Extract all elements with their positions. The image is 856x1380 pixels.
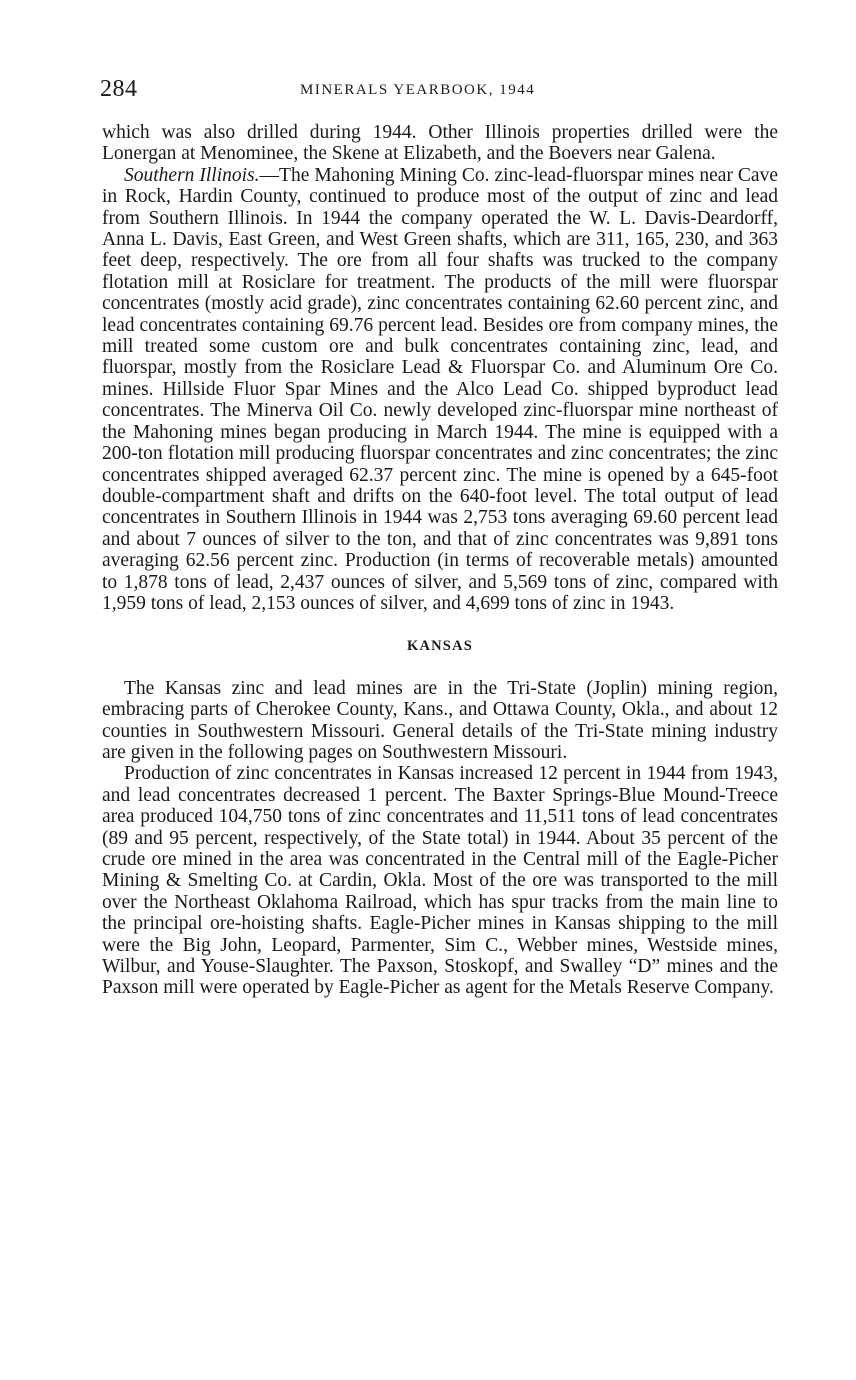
page-header (100, 76, 780, 106)
paragraph-kansas-production: Production of zinc concentrates in Kansas increased 12 percent in 1944 from 1943, and lead concentrates decreased 1 percent. The Baxter Springs-Blue Mound-Treece area produced 104,750 tons of zinc concentrates and 11,511 tons of lead concentrates (89 and 95 percent, respectively, of the State total) in 1944. About 35 percent of the crude ore mined in the area was concentrated in the Central mill of the Eagle-Picher Mining & Smelting Co. at Cardin, Okla. Most of the ore was transported to the mill over the Northeast Oklahoma Railroad, which has spur tracks from the main line to the principal ore-hoisting shafts. Eagle-Picher mines in Kansas shipping to the mill were the Big John, Leopard, Parmenter, Sim C., Webber mines, Westside mines, Wilbur, and Youse-Slaughter. The Paxson, Stoskopf, and Swalley “D” mines and the Paxson mill were operated by Eagle-Picher as agent for the Metals Reserve Company. (102, 763, 778, 999)
paragraph-southern-illinois (102, 165, 778, 615)
running-title: MINERALS YEARBOOK, 1944 (300, 82, 536, 98)
page-number: 284 (100, 76, 138, 102)
paragraph-southern-illinois-text: —The Mahoning Mining Co. zinc-lead-fluorspar mines near Cave in Rock, Hardin County, continued to produce most of the output of zinc and lead from Southern Illinois. In 1944 the company operated the W. L. Davis-Deardorff, Anna L. Davis, East Green, and West Green shafts, which are 311, 165, 230, and 363 feet deep, respectively. The ore from all four shafts was trucked to the company flotation mill at Rosiclare for treatment. The products of the mill were fluorspar concentrates (mostly acid grade), zinc concentrates containing 62.60 percent zinc, and lead concentrates containing 69.76 percent lead. Besides ore from company mines, the mill treated some custom ore and bulk concentrates containing zinc, lead, and fluorspar, mostly from the Rosiclare Lead & Fluorspar Co. and Aluminum Ore Co. mines. Hillside Fluor Spar Mines and the Alco Lead Co. shipped byproduct lead concentrates. The Minerva Oil Co. newly developed zinc-fluorspar mine northeast of the Mahoning mines began producing in March 1944. The mine is equipped with a 200-ton flotation mill producing fluorspar concentrates and zinc concentrates; the zinc concentrates shipped averaged 62.37 percent zinc. The mine is opened by a 645-foot double-compartment shaft and drifts on the 640-foot level. The total output of lead concentrates in Southern Illinois in 1944 was 2,753 tons averaging 69.60 percent lead and about 7 ounces of silver to the ton, and that of zinc concentrates was 9,891 tons averaging 62.56 percent zinc. Production (in terms of recoverable metals) amounted to 1,878 tons of lead, 2,437 ounces of silver, and 5,569 tons of zinc, compared with 1,959 tons of lead, 2,153 ounces of silver, and 4,699 tons of zinc in 1943. (102, 164, 778, 614)
paragraph-continuation: which was also drilled during 1944. Other Illinois properties drilled were the Lonergan at Menominee, the Skene at Elizabeth, and the Boevers near Galena. (102, 122, 778, 165)
section-heading-kansas: KANSAS (406, 638, 474, 655)
run-in-heading: Southern Illinois. (124, 164, 260, 186)
paragraph-kansas-intro: The Kansas zinc and lead mines are in the Tri-State (Joplin) mining region, embracing parts of Cherokee County, Kans., and Ottawa County, Okla., and about 12 counties in Southwestern Missouri. General details of the Tri-State mining industry are given in the following pages on Southwestern Missouri. (102, 677, 778, 763)
body-text (102, 122, 778, 999)
